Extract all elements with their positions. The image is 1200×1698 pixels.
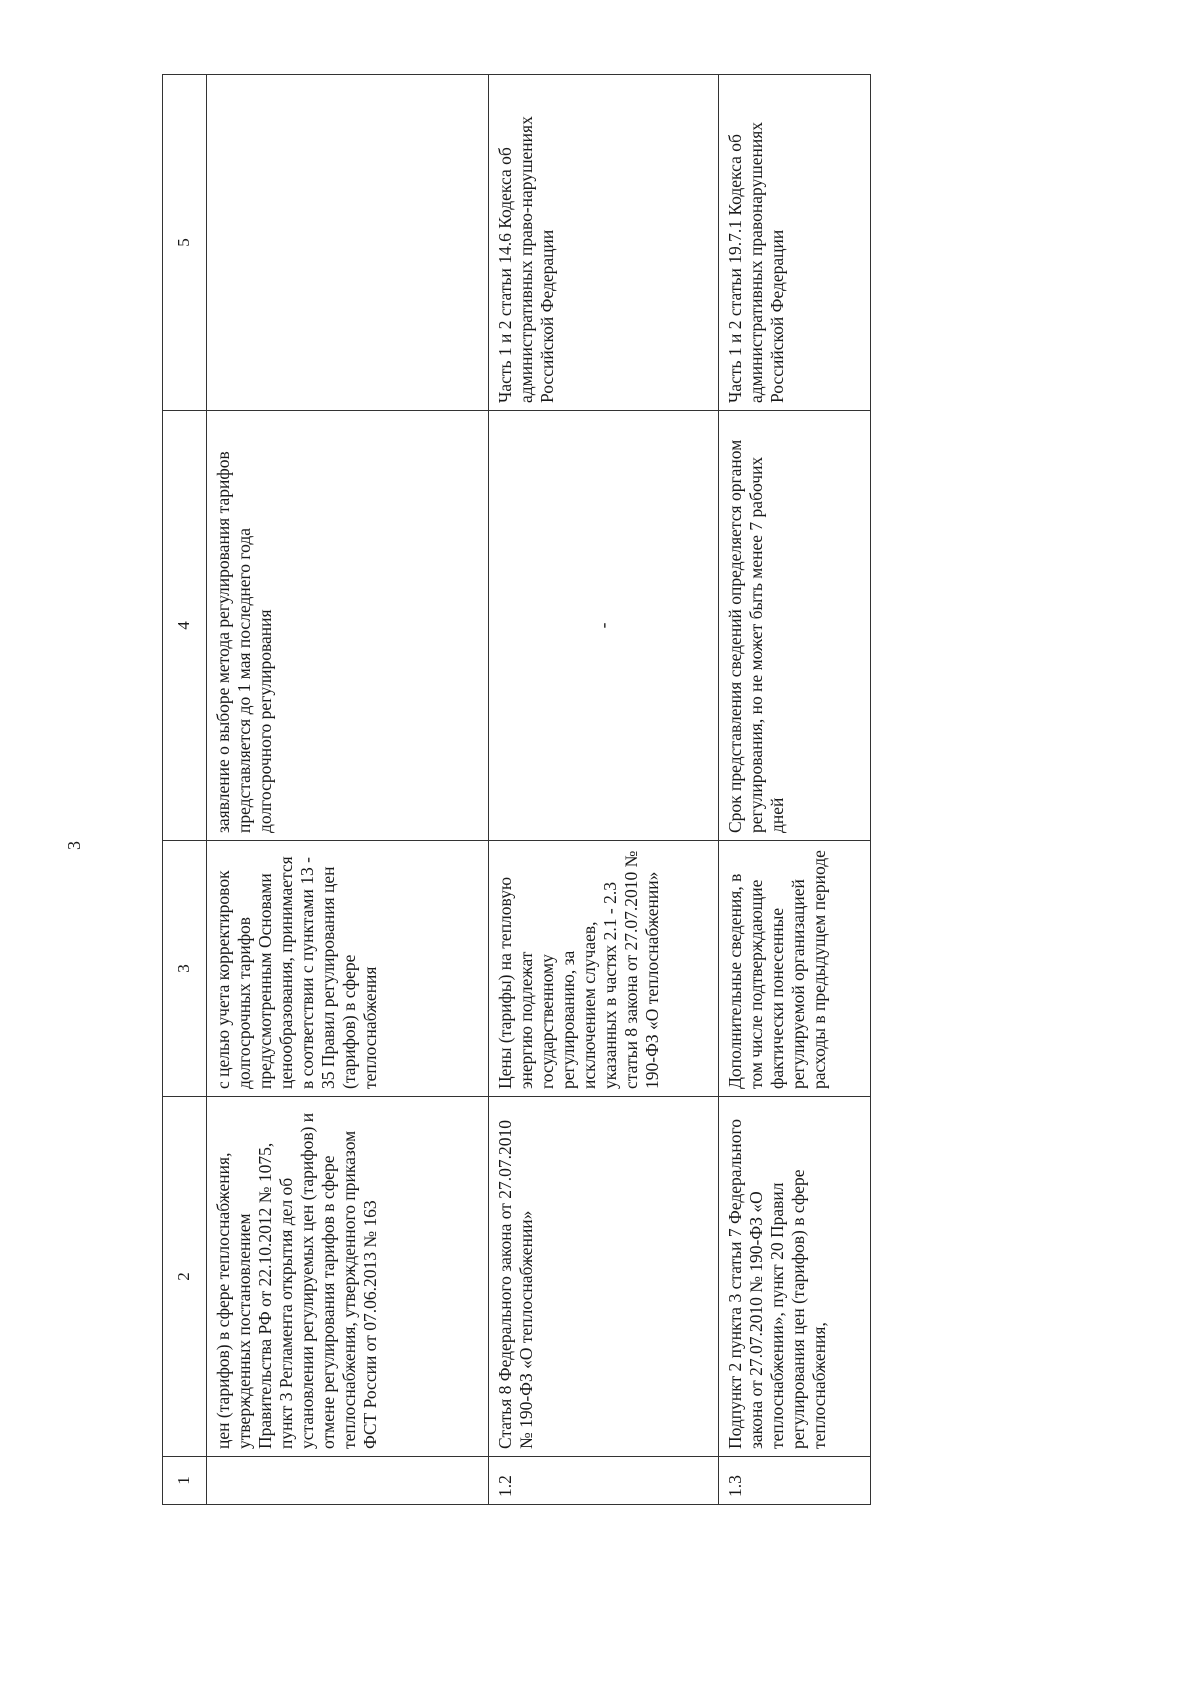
table-row [489,75,719,1505]
table-cell-4: Срок представления сведений определяется органом регулирования, но не может быть менее 7 рабочих дней [719,411,871,841]
page-number: 3 [64,841,84,850]
table-cell-3: Дополнительные сведения, в том числе подтверждающие фактически понесенные регулируемой организацией расходы в предыдущем периоде [719,841,871,1097]
requirements-table [162,74,871,1505]
table-cell-5: Часть 1 и 2 статьи 14.6 Кодекса об административных право-нарушениях Российской Федерации [489,75,719,411]
table-cell-2: цен (тарифов) в сфере теплоснабжения, утвержденных постановлением Правительства РФ от 22.10.2012 № 1075, пункт 3 Регламента открытия дел об установлении регулируемых цен (тарифов) и отмене регулирования тарифов в сфере теплоснабжения, утвержденного приказом ФСТ России от 07.06.2013 № 163 [207,1097,489,1457]
table-cell-2: Подпункт 2 пункта 3 статьи 7 Федерального закона от 27.07.2010 № 190-ФЗ «О теплоснабжении», пункт 20 Правил регулирования цен (тарифов) в сфере теплоснабжения, [719,1097,871,1457]
table-cell-5: Часть 1 и 2 статьи 19.7.1 Кодекса об административных правонарушениях Российской Федерации [719,75,871,411]
table-cell-2: Статья 8 Федерального закона от 27.07.2010 № 190-ФЗ «О теплоснабжении» [489,1097,719,1457]
table-cell-3: с целью учета корректировок долгосрочных тарифов предусмотренным Основами ценообразования, принимается в соответствии с пунктами 13 - 35 Правил регулирования цен (тарифов) в сфере теплоснабжения [207,841,489,1097]
table-row [207,75,489,1505]
table-cell-1: 1.3 [719,1457,871,1505]
table-cell-4: заявление о выборе метода регулирования тарифов представляется до 1 мая последнего года долгосрочного регулирования [207,411,489,841]
header-cell-5: 5 [163,75,207,411]
table-cell-5 [207,75,489,411]
table-row [719,75,871,1505]
header-cell-1: 1 [163,1457,207,1505]
table-cell-1 [207,1457,489,1505]
table-cell-1: 1.2 [489,1457,719,1505]
header-row [163,75,207,1505]
table-cell-3: Цены (тарифы) на тепловую энергию подлежат государственному регулированию, за исключением случаев, указанных в частях 2.1 - 2.3 статьи 8 закона от 27.07.2010 № 190-ФЗ «О теплоснабжении» [489,841,719,1097]
table-cell-4: - [489,411,719,841]
rotated-table-wrapper [162,75,870,1505]
header-cell-3: 3 [163,841,207,1097]
header-cell-4: 4 [163,411,207,841]
header-cell-2: 2 [163,1097,207,1457]
